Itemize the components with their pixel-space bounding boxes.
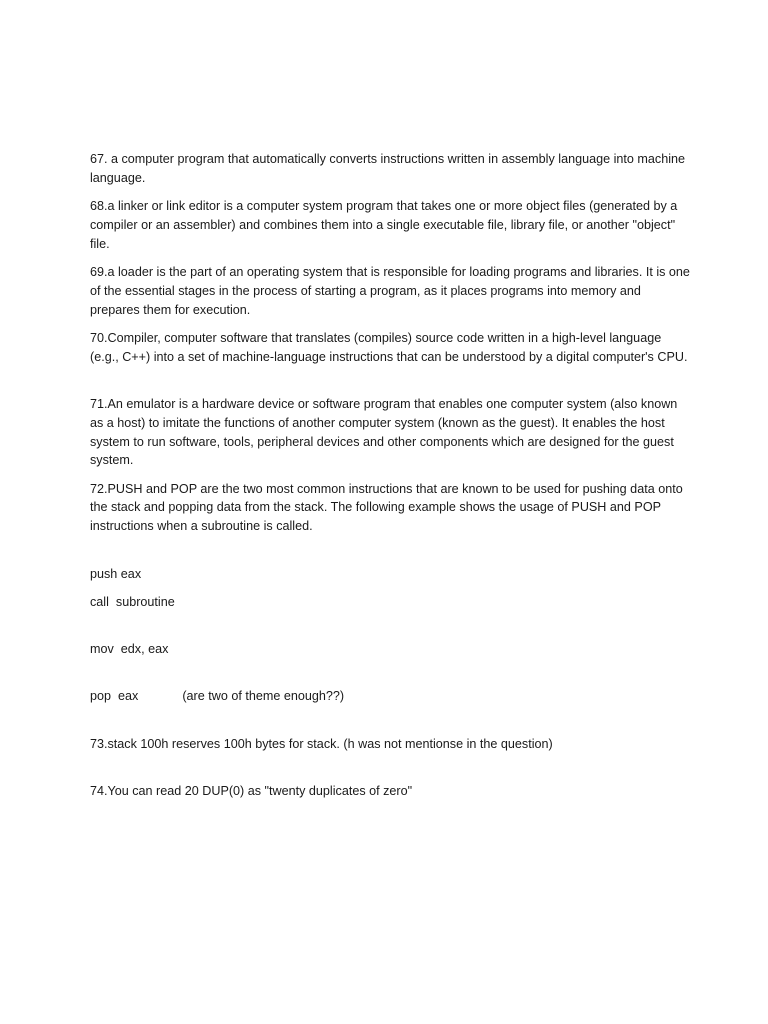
paragraph-67: 67. a computer program that automatically converts instructions written in assembly language into machine language.	[90, 152, 689, 185]
paragraph-69: 69.a loader is the part of an operating system that is responsible for loading programs and libraries. It is one of the essential stages in the process of starting a program, as it places programs into memory and prepares them for execution.	[90, 264, 694, 317]
paragraph-71: 71.An emulator is a hardware device or software program that enables one computer system (also known as a host) to imitate the functions of another computer system (known as the guest). It enables the host system to run software, tools, peripheral devices and other components which are designed for the guest system.	[90, 396, 681, 468]
paragraph-72: 72.PUSH and POP are the two most common instructions that are known to be used for pushing data onto the stack and popping data from the stack. The following example shows the usage of PUSH and POP instructions when a subroutine is called.	[90, 481, 687, 534]
spacer	[90, 763, 690, 782]
code-note: (are two of theme enough??)	[182, 689, 345, 704]
spacer	[90, 376, 690, 395]
code-line-mov: mov edx, eax	[90, 642, 169, 657]
spacer	[90, 716, 690, 735]
spacer	[90, 668, 690, 687]
spacer	[90, 546, 690, 565]
code-line-pop	[90, 687, 690, 706]
paragraph-73: 73.stack 100h reserves 100h bytes for stack. (h was not mentionse in the question)	[90, 736, 553, 751]
spacer	[90, 621, 690, 640]
code-line-pop-text: pop eax	[90, 689, 139, 704]
paragraph-68: 68.a linker or link editor is a computer system program that takes one or more object files (generated by a compiler or an assembler) and combines them into a single executable file, library file, or another "object" file.	[90, 199, 681, 251]
paragraph-70: 70.Compiler, computer software that translates (compiles) source code written in a high-level language (e.g., C++) into a set of machine-language instructions that can be understood by a digital computer's CPU.	[90, 330, 688, 364]
code-line-call: call subroutine	[90, 594, 175, 609]
code-line-push: push eax	[90, 566, 142, 581]
paragraph-74: 74.You can read 20 DUP(0) as "twenty duplicates of zero"	[90, 784, 413, 799]
document-page	[90, 150, 694, 810]
